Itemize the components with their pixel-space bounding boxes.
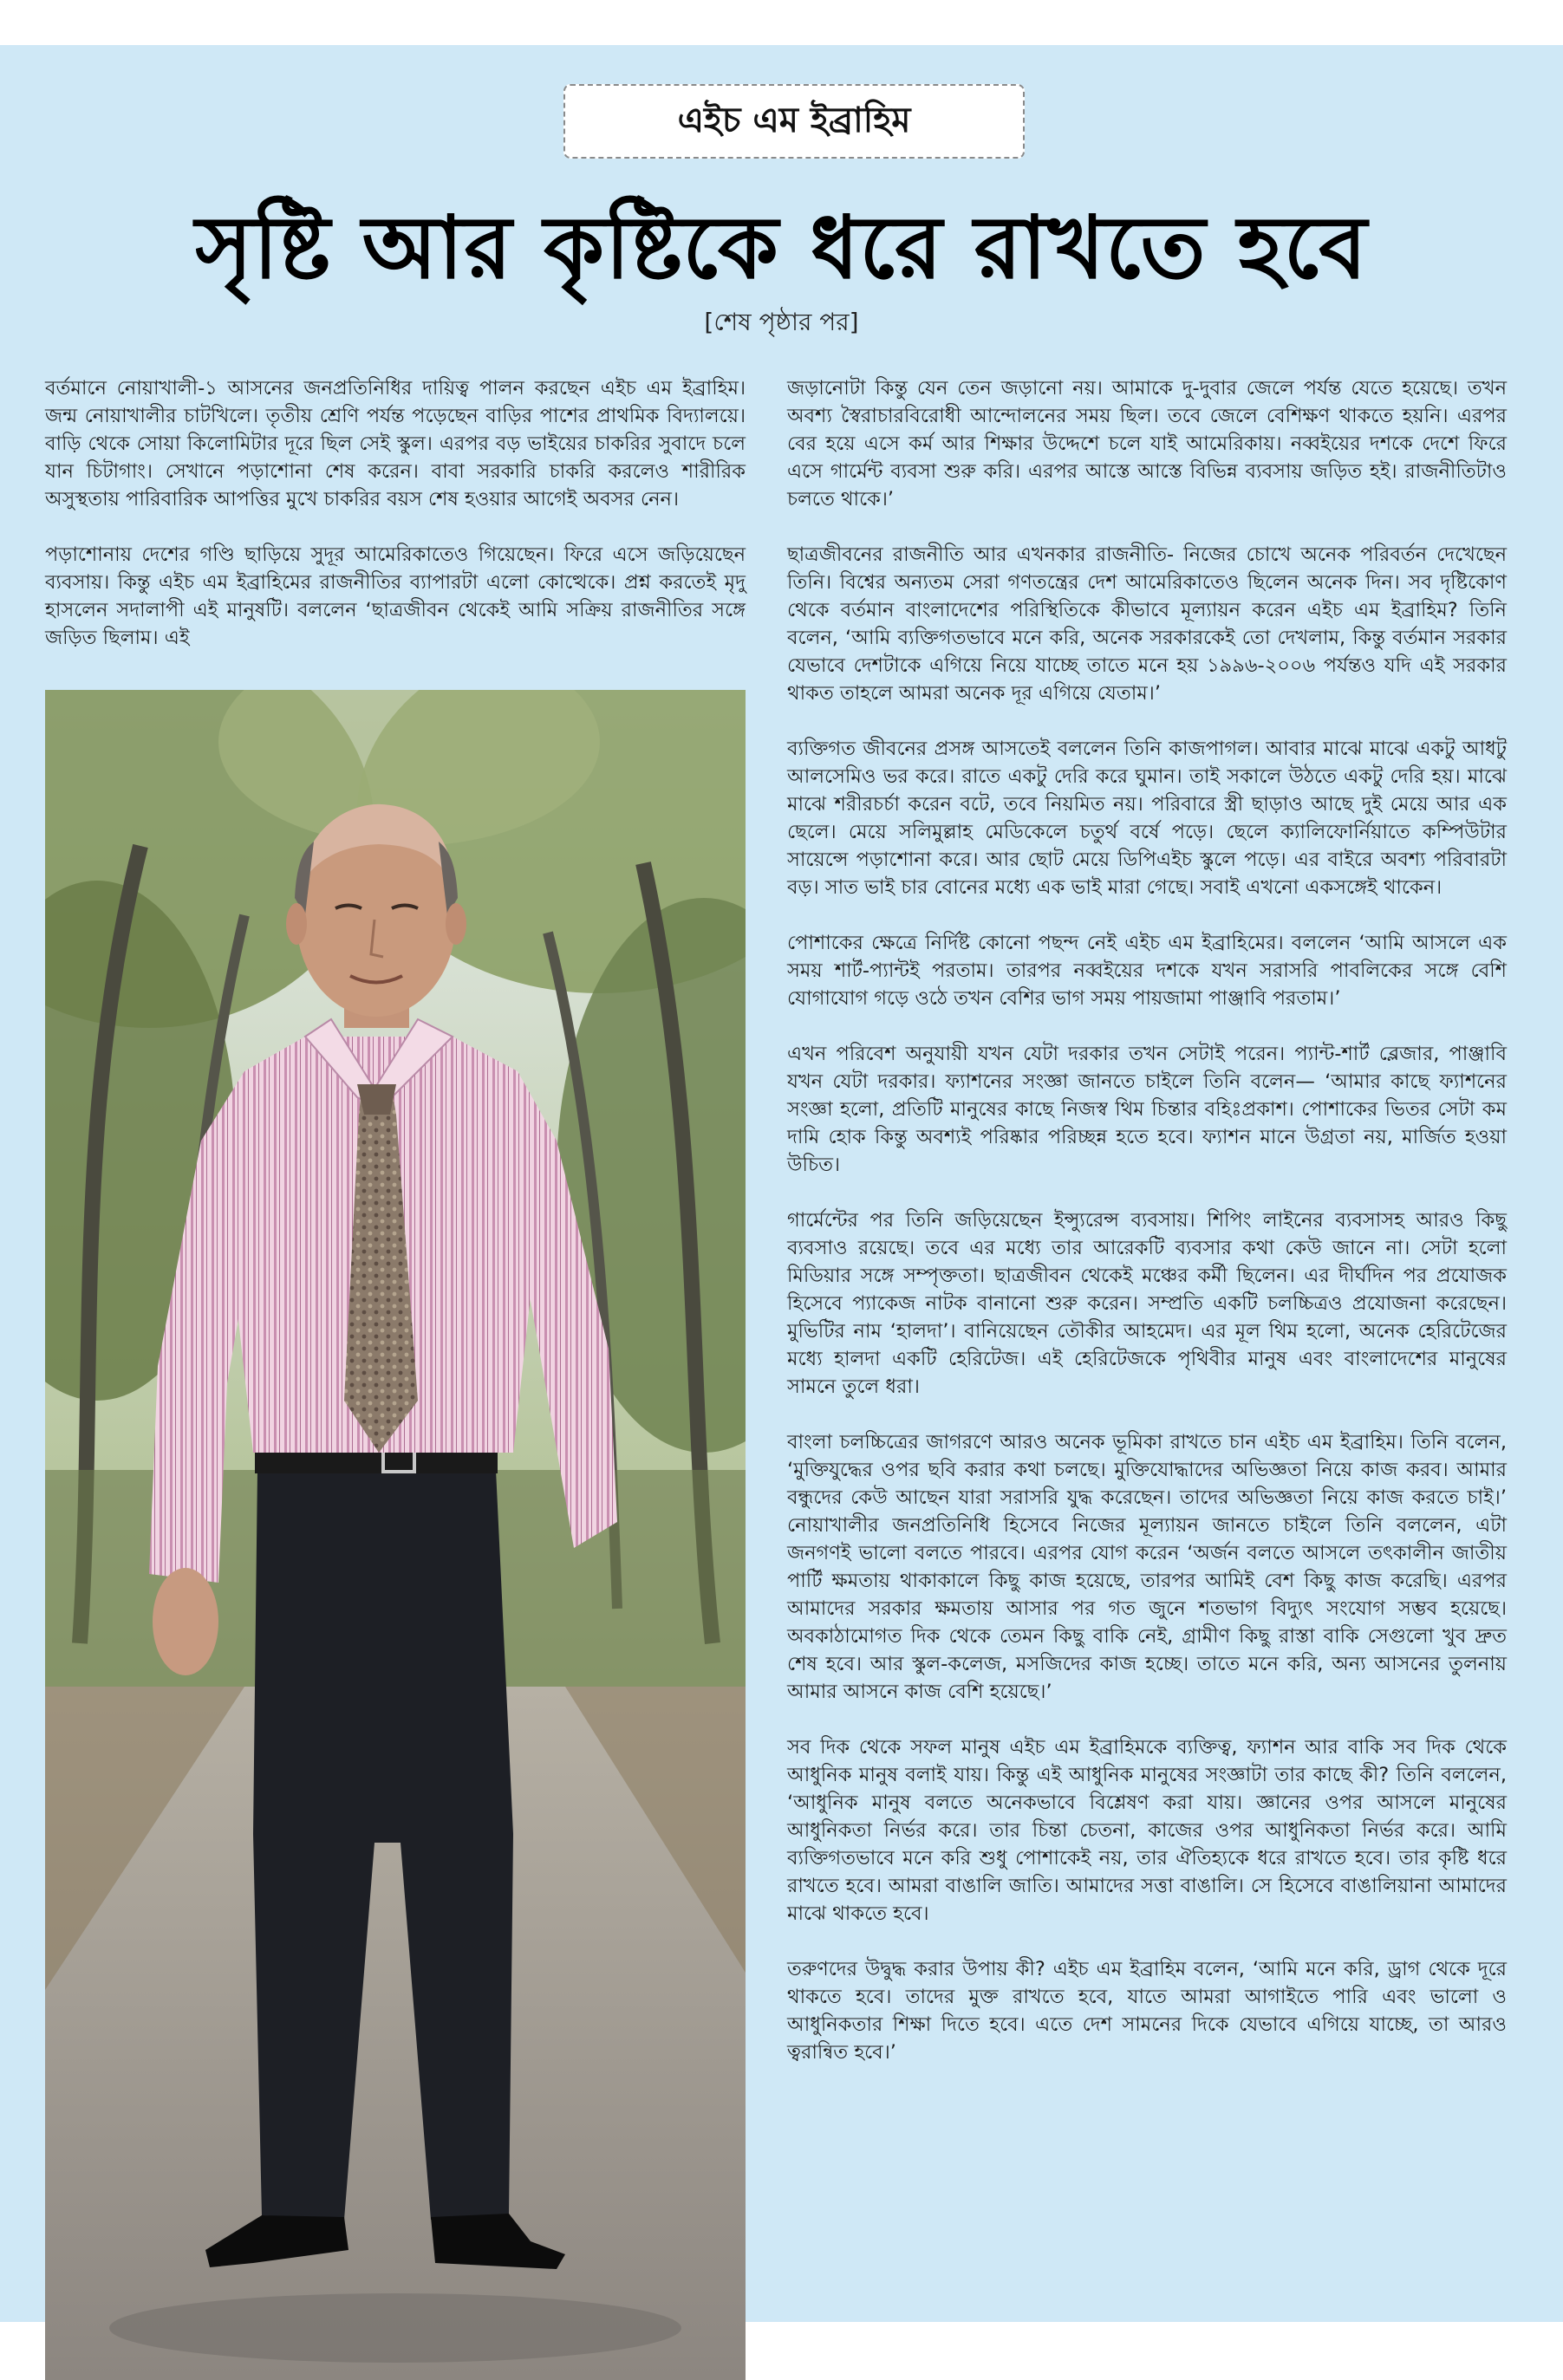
- paragraph: বর্তমানে নোয়াখালী-১ আসনের জনপ্রতিনিধির দায়িত্ব পালন করছেন এইচ এম ইব্রাহিম। জন্ম নোয়াখালীর চাটখিলে। তৃতীয় শ্রেণি পর্যন্ত পড়েছেন বাড়ির পাশের প্রাথমিক বিদ্যালয়ে। বাড়ি থেকে সোয়া কিলোমিটার দূরে ছিল সেই স্কুল। এরপর বড় ভাইয়ের চাকরির সুবাদে চলে যান চিটাগাং। সেখানে পড়াশোনা শেষ করেন। বাবা সরকারি চাকরি করলেও শারীরিক অসুস্থতায় পারিবারিক আপত্তির মুখে চাকরির বয়স শেষ হওয়ার আগেই অবসর নেন।: [45, 377, 746, 510]
- right-column: [787, 374, 1507, 2094]
- paragraph: তরুণদের উদ্বুদ্ধ করার উপায় কী? এইচ এম ইব্রাহিম বলেন, ‘আমি মনে করি, ড্রাগ থেকে দূরে থাকতে হবে। তাদের মুক্ত রাখতে হবে, যাতে আমরা আগাইতে পারি এবং ভালো ও আধুনিকতার শিক্ষা দিতে হবে। এতে দেশ সামনের দিকে যেভাবে এগিয়ে যাচ্ছে, তা আরও ত্বরান্বিত হবে।’: [787, 1958, 1507, 2064]
- paragraph: পড়াশোনায় দেশের গণ্ডি ছাড়িয়ে সুদূর আমেরিকাতেও গিয়েছেন। ফিরে এসে জড়িয়েছেন ব্যবসায়। কিন্তু এইচ এম ইব্রাহিমের রাজনীতির ব্যাপারটা এলো কোত্থেকে। প্রশ্ন করতেই মৃদু হাসলেন সদালাপী এই মানুষটি। বললেন ‘ছাত্রজীবন থেকেই আমি সক্রিয় রাজনীতির সঙ্গে জড়িত ছিলাম। এই: [45, 543, 746, 649]
- paragraph: পোশাকের ক্ষেত্রে নির্দিষ্ট কোনো পছন্দ নেই এইচ এম ইব্রাহিমের। বললেন ‘আমি আসলে এক সময় শার্ট-প্যান্টই পরতাম। তারপর নব্বইয়ের দশকে যখন সরাসরি পাবলিকের সঙ্গে বেশি যোগাযোগ গড়ে ওঠে তখন বেশির ভাগ সময় পায়জামা পাঞ্জাবি পরতাম।’: [787, 932, 1507, 1010]
- portrait-photo: [45, 690, 746, 2380]
- paragraph: ব্যক্তিগত জীবনের প্রসঙ্গ আসতেই বললেন তিনি কাজপাগল। আবার মাঝে মাঝে একটু আধটু আলসেমিও ভর করে। রাতে একটু দেরি করে ঘুমান। তাই সকালে উঠতে একটু দেরি হয়। মাঝে মাঝে শরীরচর্চা করেন বটে, তবে নিয়মিত নয়। পরিবারে স্ত্রী ছাড়াও আছে দুই মেয়ে আর এক ছেলে। মেয়ে সলিমুল্লাহ মেডিকেলে চতুর্থ বর্ষে পড়ে। ছেলে ক্যালিফোর্নিয়াতে কম্পিউটার সায়েন্সে পড়াশোনা করে। আর ছোট মেয়ে ডিপিএইচ স্কুলে পড়ে। এর বাইরে অবশ্য পরিবারটা বড়। সাত ভাই চার বোনের মধ্যে এক ভাই মারা গেছে। সবাই এখনো একসঙ্গেই থাকেন।: [787, 738, 1507, 899]
- paragraph: ছাত্রজীবনের রাজনীতি আর এখনকার রাজনীতি- নিজের চোখে অনেক পরিবর্তন দেখেছেন তিনি। বিশ্বের অন্যতম সেরা গণতন্ত্রের দেশ আমেরিকাতেও ছিলেন অনেক দিন। সব দৃষ্টিকোণ থেকে বর্তমান বাংলাদেশের পরিস্থিতিকে কীভাবে মূল্যায়ন করেন এইচ এম ইব্রাহিম? তিনি বলেন, ‘আমি ব্যক্তিগতভাবে মনে করি, অনেক সরকারকেই তো দেখলাম, কিন্তু বর্তমান সরকার যেভাবে দেশটাকে এগিয়ে নিয়ে যাচ্ছে তাতে মনে হয় ১৯৯৬-২০০৬ পর্যন্তও যদি এই সরকার থাকত তাহলে আমরা অনেক দূর এগিয়ে যেতাম।’: [787, 543, 1507, 705]
- magazine-page: [0, 45, 1563, 2322]
- left-column: [45, 374, 746, 680]
- byline: এইচ এম ইব্রাহিম: [677, 100, 911, 140]
- paragraph: এখন পরিবেশ অনুযায়ী যখন যেটা দরকার তখন সেটাই পরেন। প্যান্ট-শার্ট ব্লেজার, পাঞ্জাবি যখন যেটা দরকার। ফ্যাশনের সংজ্ঞা জানতে চাইলে তিনি বলেন— ‘আমার কাছে ফ্যাশনের সংজ্ঞা হলো, প্রতিটি মানুষের কাছে নিজস্ব থিম চিন্তার বহিঃপ্রকাশ। পোশাকের ভিতর সেটা কম দামি হোক কিন্তু অবশ্যই পরিষ্কার পরিচ্ছন্ন হতে হবে। ফ্যাশন মানে উগ্রতা নয়, মার্জিত হওয়া উচিত।: [787, 1043, 1507, 1176]
- paragraph: বাংলা চলচ্চিত্রের জাগরণে আরও অনেক ভূমিকা রাখতে চান এইচ এম ইব্রাহিম। তিনি বলেন, ‘মুক্তিযুদ্ধের ওপর ছবি করার কথা চলছে। মুক্তিযোদ্ধাদের অভিজ্ঞতা নিয়ে কাজ করব। আমার বন্ধুদের কেউ আছেন যারা সরাসরি যুদ্ধ করেছেন। তাদের অভিজ্ঞতা নিয়ে কাজ করতে চাই।’ নোয়াখালীর জনপ্রতিনিধি হিসেবে নিজের মূল্যায়ন জানতে চাইলে তিনি বললেন, এটা জনগণই ভালো বলতে পারবে। এরপর যোগ করেন ‘অর্জন বলতে আসলে তৎকালীন জাতীয় পার্টি ক্ষমতায় থাকাকালে কিছু কাজ হয়েছে, তারপর আমিই বেশ কিছু কাজ করেছি। এরপর আমাদের সরকার ক্ষমতায় আসার পর গত জুনে শতভাগ বিদ্যুৎ সংযোগ সম্ভব হয়েছে। অবকাঠামোগত দিক থেকে তেমন কিছু বাকি নেই, গ্রামীণ কিছু রাস্তা বাকি সেগুলো খুব দ্রুত শেষ হবে। আর স্কুল-কলেজ, মসজিদের কাজ হচ্ছে। তাতে মনে করি, অন্য আসনের তুলনায় আমার আসনে কাজ বেশি হয়েছে।’: [787, 1431, 1507, 1703]
- byline-box: [563, 84, 1025, 159]
- paragraph: গার্মেন্টের পর তিনি জড়িয়েছেন ইন্স্যুরেন্স ব্যবসায়। শিপিং লাইনের ব্যবসাসহ আরও কিছু ব্যবসাও রয়েছে। তবে এর মধ্যে তার আরেকটি ব্যবসার কথা কেউ জানে না। সেটা হলো মিডিয়ার সঙ্গে সম্পৃক্ততা। ছাত্রজীবন থেকেই মঞ্চের কর্মী ছিলেন। এর দীর্ঘদিন পর প্রযোজক হিসেবে প্যাকেজ নাটক বানানো শুরু করেন। সম্প্রতি একটি চলচ্চিত্রও প্রযোজনা করেছেন। মুভিটির নাম ‘হালদা’। বানিয়েছেন তৌকীর আহমেদ। এর মূল থিম হলো, অনেক হেরিটেজের মধ্যে হালদা একটি হেরিটেজ। এই হেরিটেজকে পৃথিবীর মানুষ এবং বাংলাদেশের মানুষের সামনে তুলে ধরা।: [787, 1209, 1507, 1398]
- paragraph: জড়ানোটা কিন্তু যেন তেন জড়ানো নয়। আমাকে দু-দুবার জেলে পর্যন্ত যেতে হয়েছে। তখন অবশ্য স্বৈরাচারবিরোধী আন্দোলনের সময় ছিল। তবে জেলে বেশিক্ষণ থাকতে হয়নি। এরপর বের হয়ে এসে কর্ম আর শিক্ষার উদ্দেশে চলে যাই আমেরিকায়। নব্বইয়ের দশকে দেশে ফিরে এসে গার্মেন্ট ব্যবসা শুরু করি। এরপর আস্তে আস্তে বিভিন্ন ব্যবসায় জড়িত হই। রাজনীতিটাও চলতে থাকে।’: [787, 377, 1507, 510]
- paragraph: সব দিক থেকে সফল মানুষ এইচ এম ইব্রাহিমকে ব্যক্তিত্ব, ফ্যাশন আর বাকি সব দিক থেকে আধুনিক মানুষ বলাই যায়। কিন্তু এই আধুনিক মানুষের সংজ্ঞাটা তার কাছে কী? তিনি বললেন, ‘আধুনিক মানুষ বলতে অনেকভাবে বিশ্লেষণ করা যায়। জ্ঞানের ওপর আসলে মানুষের আধুনিকতা নির্ভর করে। তার চিন্তা চেতনা, কাজের ওপর আধুনিকতা নির্ভর করে। আমি ব্যক্তিগতভাবে মনে করি শুধু পোশাকেই নয়, তার ঐতিহ্যকে ধরে রাখতে হবে। তার কৃষ্টি ধরে রাখতে হবে। আমরা বাঙালি জাতি। আমাদের সত্তা বাঙালি। সে হিসেবে বাঙালিয়ানা আমাদের মাঝে থাকতে হবে।: [787, 1736, 1507, 1925]
- continued-note: [শেষ পৃষ্ঠার পর]: [704, 308, 859, 336]
- headline: সৃষ্টি আর কৃষ্টিকে ধরে রাখতে হবে: [195, 196, 1368, 298]
